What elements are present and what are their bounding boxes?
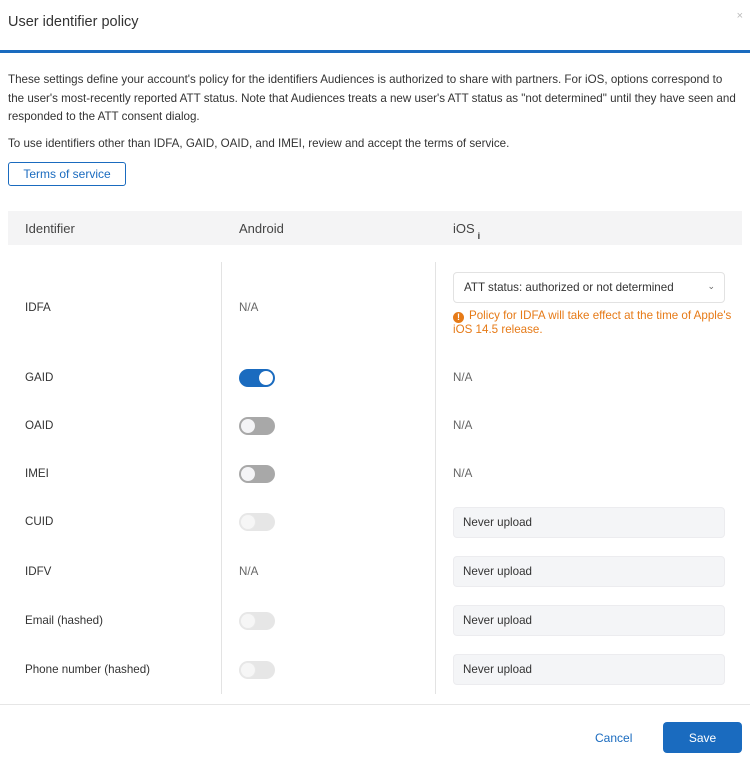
identifier-label-oaid: OAID xyxy=(25,419,54,432)
header-ios-label: iOS xyxy=(453,221,475,236)
email-android-toggle[interactable] xyxy=(239,612,275,630)
column-divider xyxy=(435,262,436,694)
toggle-knob xyxy=(241,515,255,529)
save-button[interactable]: Save xyxy=(663,722,742,753)
dialog-title: User identifier policy xyxy=(8,14,139,30)
warning-icon: ! xyxy=(453,312,464,323)
intro-paragraph: These settings define your account's policy for the identifiers Audiences is authorized to share with partners. For iOS, options correspond to the user's most-recently reported ATT status. Note that Audiences treats a new user's ATT status as "not determined" until they have seen and responded to the ATT consent dialog. xyxy=(8,73,736,123)
identifier-label-imei: IMEI xyxy=(25,467,49,480)
ios-na: N/A xyxy=(453,419,473,432)
idfa-warning xyxy=(453,309,733,337)
identifier-label-idfa: IDFA xyxy=(25,301,51,314)
phone-ios-field xyxy=(453,654,725,685)
field-value: Never upload xyxy=(463,614,532,627)
header-android: Android xyxy=(239,221,284,236)
android-na: N/A xyxy=(239,565,259,578)
tos-description: To use identifiers other than IDFA, GAID, OAID, and IMEI, review and accept the terms of service. xyxy=(8,137,510,150)
phone-android-toggle[interactable] xyxy=(239,661,275,679)
chevron-down-icon: ⌄ xyxy=(707,281,715,291)
select-value: ATT status: authorized or not determined xyxy=(464,281,674,294)
identifier-label-phone: Phone number (hashed) xyxy=(25,663,151,676)
warning-text: Policy for IDFA will take effect at the time of Apple's iOS 14.5 release. xyxy=(453,309,732,336)
cuid-android-toggle[interactable] xyxy=(239,513,275,531)
footer-divider xyxy=(0,704,750,705)
field-value: Never upload xyxy=(463,565,532,578)
cuid-ios-field xyxy=(453,507,725,538)
dialog-header xyxy=(0,0,750,53)
email-ios-field xyxy=(453,605,725,636)
toggle-knob xyxy=(241,419,255,433)
toggle-knob xyxy=(241,663,255,677)
toggle-knob xyxy=(241,614,255,628)
toggle-knob xyxy=(259,371,273,385)
header-identifier: Identifier xyxy=(25,221,75,236)
ios-na: N/A xyxy=(453,467,473,480)
identifier-label-cuid: CUID xyxy=(25,515,54,528)
identifier-label-gaid: GAID xyxy=(25,371,54,384)
idfv-ios-field xyxy=(453,556,725,587)
field-value: Never upload xyxy=(463,663,532,676)
field-value: Never upload xyxy=(463,516,532,529)
gaid-android-toggle[interactable] xyxy=(239,369,275,387)
ios-att-status-select[interactable] xyxy=(453,272,725,303)
cancel-button[interactable]: Cancel xyxy=(595,731,633,745)
header-ios xyxy=(453,221,481,241)
oaid-android-toggle[interactable] xyxy=(239,417,275,435)
close-icon[interactable]: × xyxy=(736,10,743,22)
toggle-knob xyxy=(241,467,255,481)
table-header xyxy=(8,211,742,245)
terms-of-service-button[interactable]: Terms of service xyxy=(8,162,126,186)
column-divider xyxy=(221,262,222,694)
ios-na: N/A xyxy=(453,371,473,384)
identifier-label-email: Email (hashed) xyxy=(25,614,103,627)
info-icon[interactable]: i xyxy=(477,231,481,241)
identifier-label-idfv: IDFV xyxy=(25,565,52,578)
imei-android-toggle[interactable] xyxy=(239,465,275,483)
android-na: N/A xyxy=(239,301,259,314)
